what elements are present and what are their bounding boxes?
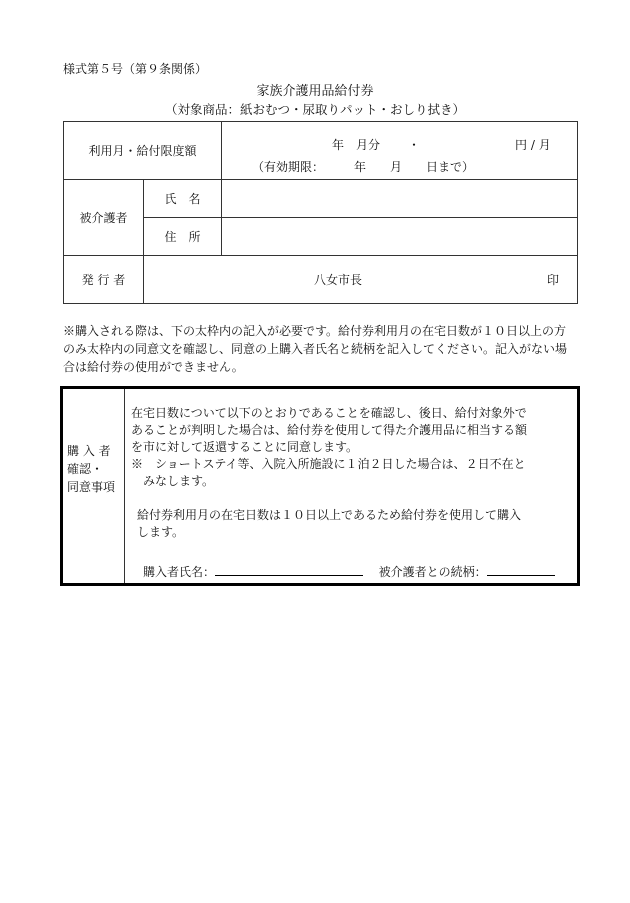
address-label: 住 所 (144, 218, 222, 256)
document-title: 家族介護用品給付券 (256, 84, 374, 99)
consent-label-line1: 購 入 者 (67, 444, 111, 458)
consent-para3-line2: します。 (137, 525, 185, 539)
consent-para1-line1: 在宅日数について以下のとおりであることを確認し、後日、給付対象外で (131, 406, 527, 420)
beneficiary-name-field[interactable] (222, 180, 578, 218)
instruction-note: ※購入される際は、下の太枠内の記入が必要です。給付券利用月の在宅日数が１０日以上の方のみ太枠内の同意文を確認し、同意の上購入者氏名と続柄を記入してください。記入がない場合は給付券の使用ができません。 (63, 324, 568, 374)
relation-field[interactable] (487, 562, 555, 576)
yen-per-month-label: 円 / 月 (515, 138, 551, 152)
voucher-table (63, 121, 578, 304)
purchaser-name-label: 購入者氏名： (143, 565, 216, 579)
consent-box (60, 386, 580, 586)
usage-month-field[interactable] (222, 122, 578, 180)
form-number-label: 様式第５号（第９条関係） (63, 62, 208, 76)
consent-label-line3: 同意事項 (67, 480, 116, 494)
beneficiary-name-row (64, 180, 578, 218)
month-portion-label: 月分 (356, 138, 381, 152)
issuer-field (144, 256, 578, 304)
consent-para3-line1: 給付券利用月の在宅日数は１０日以上であるため給付券を使用して購入 (137, 508, 522, 522)
consent-label-line2: 確認・ (67, 462, 104, 476)
issuer-value: 八女市長 (314, 273, 363, 287)
name-label: 氏 名 (144, 180, 222, 218)
relation-label: 被介護者との続柄： (378, 565, 487, 579)
issuer-row (64, 256, 578, 304)
consent-para2-line1: ※ ショートステイ等、入院入所施設に１泊２日した場合は、２日不在と (131, 457, 526, 471)
year-label: 年 (332, 138, 345, 152)
consent-text-cell (131, 405, 577, 581)
validity-period: （有効期限： 年 月 日まで） (252, 160, 475, 174)
usage-month-row (64, 122, 578, 180)
usage-month-label: 利用月・給付限度額 (64, 122, 222, 180)
beneficiary-address-field[interactable] (222, 218, 578, 256)
consent-para2-line2: みなします。 (143, 474, 215, 488)
consent-para1-line2: あることが判明した場合は、給付券を使用して得た介護用品に相当する額 (131, 423, 528, 437)
consent-para1-line3: を市に対して返還することに同意します。 (131, 440, 359, 454)
issuer-label: 発 行 者 (64, 256, 144, 304)
consent-label-cell (63, 389, 125, 583)
beneficiary-label: 被介護者 (64, 180, 144, 256)
document-subtitle: （対象商品：紙おむつ・尿取りパット・おしり拭き） (164, 102, 465, 117)
separator-dot: ・ (408, 138, 421, 152)
purchaser-name-field[interactable] (215, 562, 363, 576)
seal-mark: 印 (547, 273, 560, 287)
